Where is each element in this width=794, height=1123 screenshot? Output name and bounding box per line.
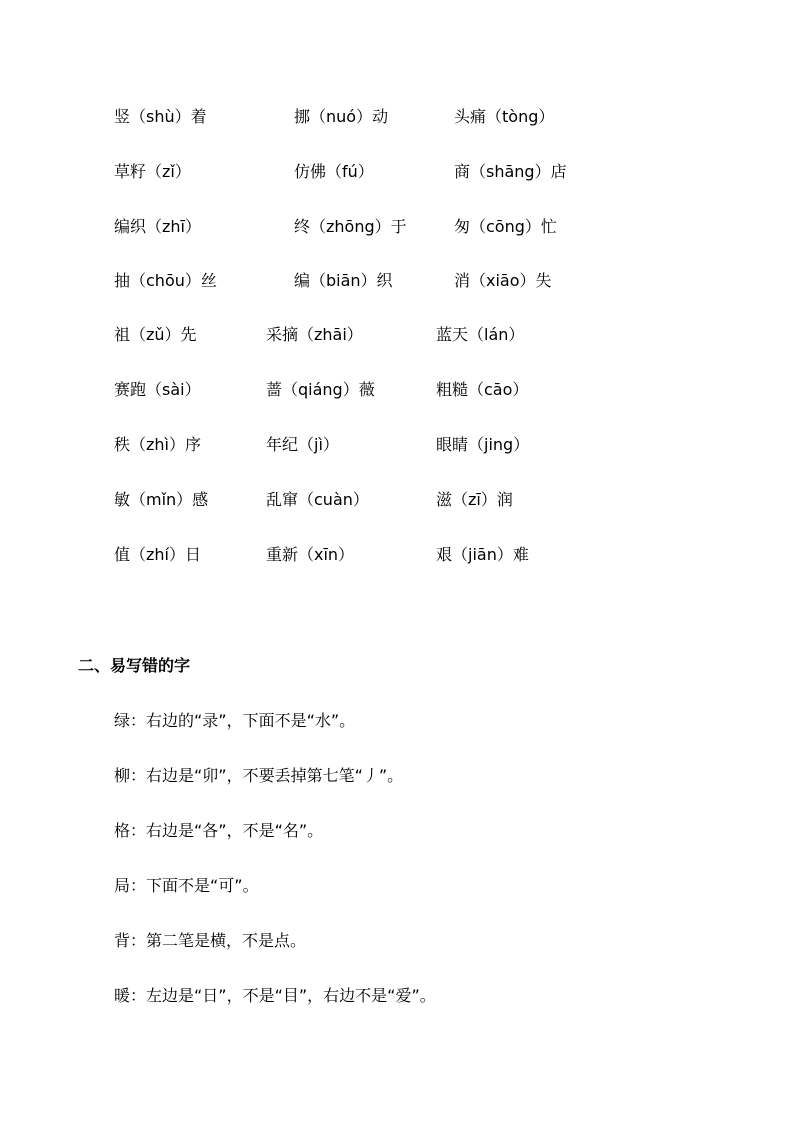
pinyin-entry: 值（zhí）日 bbox=[114, 545, 201, 564]
pinyin-entry: 乱窜（cuàn） bbox=[266, 490, 369, 509]
pinyin-entry: 滋（zī）润 bbox=[436, 490, 513, 509]
pinyin-entry: 赛跑（sài） bbox=[114, 380, 201, 399]
note-item: 格：右边是“各”，不是“名”。 bbox=[114, 821, 324, 840]
pinyin-entry: 编（biān）织 bbox=[294, 271, 393, 290]
note-item: 暖：左边是“日”，不是“目”，右边不是“爱”。 bbox=[114, 986, 436, 1005]
pinyin-entry: 消（xiāo）失 bbox=[454, 271, 552, 290]
pinyin-entry: 终（zhōng）于 bbox=[294, 217, 407, 236]
pinyin-entry: 蓝天（lán） bbox=[436, 325, 525, 344]
note-item: 柳：右边是“卯”，不要丢掉第七笔“丿”。 bbox=[114, 766, 404, 785]
pinyin-entry: 抽（chōu）丝 bbox=[114, 271, 217, 290]
pinyin-entry: 艰（jiān）难 bbox=[436, 545, 529, 564]
pinyin-entry: 秩（zhì）序 bbox=[114, 435, 201, 454]
pinyin-entry: 眼睛（jing） bbox=[436, 435, 530, 454]
pinyin-entry: 采摘（zhāi） bbox=[266, 325, 363, 344]
pinyin-entry: 商（shāng）店 bbox=[454, 162, 567, 181]
pinyin-entry: 仿佛（fú） bbox=[294, 162, 374, 181]
pinyin-entry: 头痛（tòng） bbox=[454, 107, 555, 126]
pinyin-entry: 年纪（jì） bbox=[266, 435, 339, 454]
pinyin-entry: 匆（cōng）忙 bbox=[454, 217, 557, 236]
pinyin-entry: 编织（zhī） bbox=[114, 217, 201, 236]
pinyin-entry: 粗糙（cāo） bbox=[436, 380, 529, 399]
pinyin-entry: 草籽（zǐ） bbox=[114, 162, 191, 181]
pinyin-entry: 敏（mǐn）感 bbox=[114, 490, 209, 509]
note-item: 背：第二笔是横，不是点。 bbox=[114, 931, 307, 950]
pinyin-entry: 蔷（qiáng）薇 bbox=[266, 380, 375, 399]
note-item: 绿：右边的“录”，下面不是“水”。 bbox=[114, 711, 356, 730]
pinyin-entry: 竖（shù）着 bbox=[114, 107, 207, 126]
section-heading: 二、易写错的字 bbox=[78, 656, 191, 675]
pinyin-entry: 挪（nuó）动 bbox=[294, 107, 389, 126]
pinyin-entry: 重新（xīn） bbox=[266, 545, 355, 564]
note-item: 局：下面不是“可”。 bbox=[114, 876, 259, 895]
pinyin-entry: 祖（zǔ）先 bbox=[114, 325, 197, 344]
